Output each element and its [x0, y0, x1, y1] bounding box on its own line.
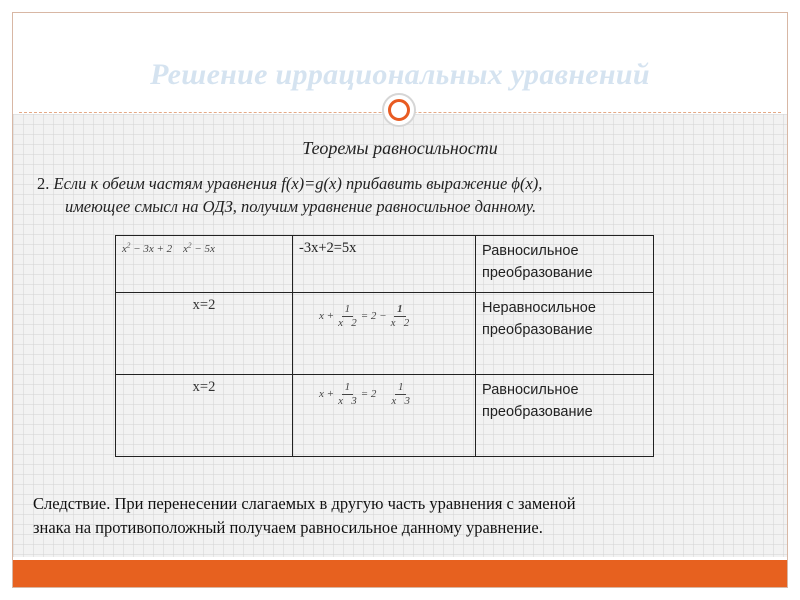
transform-label-line1: Равносильное [482, 382, 579, 398]
table-cell [116, 375, 293, 457]
table-cell [293, 293, 476, 375]
corollary-line2: знака на противоположный получаем равносильное данному уравнение. [33, 518, 543, 537]
root-text: x=2 [192, 297, 216, 313]
formula-image: $x^2 - 3x + 2$ $x^2 - 5x$ [122, 241, 215, 255]
slide-title: Решение иррациональных уравнений [150, 58, 650, 91]
footer-bar [13, 560, 787, 587]
theorem-line1: Если к обеим частям уравнения f(x)=g(x) прибавить выражение ϕ(x), [53, 174, 543, 193]
root-text: x=2 [192, 379, 216, 395]
subtitle: Теоремы равносильности [302, 138, 498, 158]
slide [12, 12, 788, 588]
circle-ornament-icon [382, 93, 416, 127]
table-row [116, 236, 654, 293]
transform-label-line2: преобразование [482, 265, 593, 281]
table-cell [293, 375, 476, 457]
table-cell [476, 293, 654, 375]
table-cell [116, 293, 293, 375]
table-row [116, 375, 654, 457]
table-cell [293, 236, 476, 293]
corollary-line1: Следствие. При перенесении слагаемых в другую часть уравнения с заменой [33, 494, 576, 513]
transform-label-line2: преобразование [482, 322, 593, 338]
formula-image: x + $\frac{1}{x 3}$ = 2 $\frac{1}{x 3}$ [319, 381, 411, 407]
theorem-line2: имеющее смысл на ОДЗ, получим уравнение равносильное данному. [65, 197, 537, 216]
equation-text: -3x+2=5x [299, 240, 357, 256]
transform-label-line1: Равносильное [482, 243, 579, 259]
table-cell [476, 236, 654, 293]
theorem-text [37, 172, 777, 218]
formula-image: x + $\frac{1}{x 2}$ = 2 − $\frac{1}{x 2}$ [319, 303, 410, 329]
corollary-text [33, 492, 773, 540]
theorem-number: 2. [37, 174, 50, 193]
transform-label-line2: преобразование [482, 404, 593, 420]
equivalence-table [115, 235, 654, 457]
table-cell [476, 375, 654, 457]
table-row [116, 293, 654, 375]
slide-content [13, 114, 787, 557]
transform-label-line1: Неравносильное [482, 300, 596, 316]
table-cell [116, 236, 293, 293]
circle-ring-icon [388, 99, 410, 121]
